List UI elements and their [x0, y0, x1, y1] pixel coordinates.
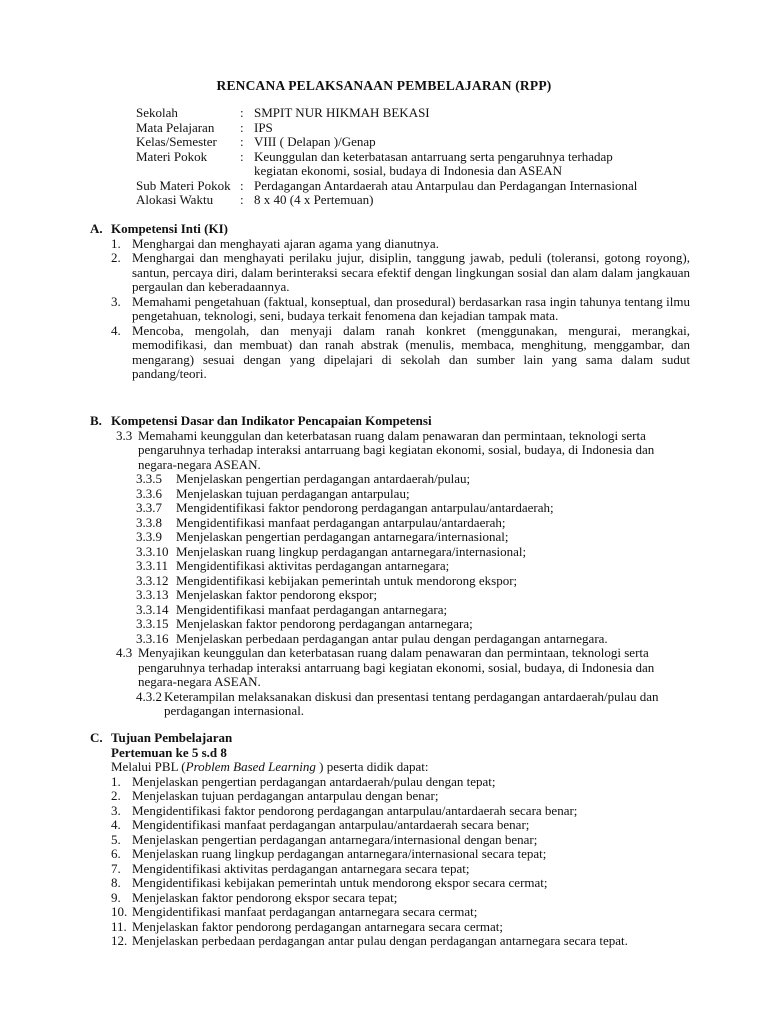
info-row-alokasi-waktu [136, 193, 696, 208]
kd-code: 4.3 [116, 645, 133, 660]
kd-3-3 [116, 429, 690, 473]
item-text: Menjelaskan faktor pendorong perdagangan antarnegara secara cermat; [132, 918, 504, 934]
item-number: 5. [111, 831, 121, 847]
info-value: Perdagangan Antardaerah atau Antarpulau dan Perdagangan Internasional [254, 177, 638, 193]
indicator-text: Menjelaskan ruang lingkup perdagangan antarnegara/internasional; [176, 543, 527, 559]
info-row-kelas-semester [136, 135, 696, 150]
indicator-code: 3.3.8 [136, 514, 162, 530]
info-label: Sekolah [136, 105, 178, 120]
info-colon: : [240, 119, 244, 135]
item-text: Menghargai dan menghayati ajaran agama yang dianutnya. [132, 235, 439, 251]
info-colon: : [240, 134, 244, 149]
item-text: Mengidentifikasi manfaat perdagangan antarpulau/antardaerah secara benar; [132, 817, 530, 832]
info-value: 8 x 40 (4 x Pertemuan) [254, 192, 374, 207]
section-title: Kompetensi Dasar dan Indikator Pencapaian Kompetensi [111, 413, 432, 428]
kd-code: 3.3 [116, 427, 133, 443]
item-number: 7. [111, 860, 121, 876]
list-item [111, 804, 690, 819]
indicator-4-3-2 [136, 690, 690, 719]
item-number: 6. [111, 846, 121, 861]
item-number: 3. [111, 293, 121, 309]
info-value: IPS [254, 119, 273, 135]
indicator-text: Menjelaskan tujuan perdagangan antarpulau; [176, 485, 410, 501]
item-text: Menjelaskan pengertian perdagangan antarnegara/internasional dengan benar; [132, 831, 538, 847]
indicator-text: Mengidentifikasi aktivitas perdagangan antarnegara; [176, 558, 450, 573]
info-value: SMPIT NUR HIKMAH BEKASI [254, 105, 430, 120]
item-number: 2. [111, 788, 121, 803]
intro-post: ) peserta didik dapat: [315, 759, 429, 774]
indicator-code: 3.3.15 [136, 616, 169, 631]
list-item [111, 905, 690, 920]
indicator-row [136, 487, 690, 502]
item-number: 3. [111, 802, 121, 818]
item-number: 2. [111, 250, 121, 265]
indicator-code: 3.3.13 [136, 587, 169, 602]
info-label: Kelas/Semester [136, 134, 217, 149]
list-item [111, 775, 690, 790]
section-title: Tujuan Pembelajaran [111, 730, 233, 745]
indicator-row [136, 603, 690, 618]
indicator-row [136, 588, 690, 603]
item-text: Menjelaskan tujuan perdagangan antarpulau dengan benar; [132, 788, 439, 803]
ki-list [111, 237, 690, 382]
info-colon: : [240, 192, 244, 207]
kd-text: Memahami keunggulan dan keterbatasan ruang dalam penawaran dan permintaan, teknologi serta pengaruhnya terhadap interaksi antarruang bagi kegiatan ekonomi, sosial, budaya, di Indonesia dan negara-negara ASEAN. [138, 427, 655, 472]
list-item [111, 251, 690, 295]
intro-italic: Problem Based Learning [185, 759, 316, 774]
section-letter: C. [90, 730, 103, 745]
kd-text: Menyajikan keunggulan dan keterbatasan ruang dalam penawaran dan permintaan, teknologi serta pengaruhnya terhadap interaksi antarruang bagi kegiatan ekonomi, sosial, budaya, di Indonesia dan negara-negara ASEAN. [138, 645, 655, 689]
section-letter: B. [90, 413, 102, 428]
document-title: RENCANA PELAKSANAAN PEMBELAJARAN (RPP) [216, 78, 552, 93]
info-label: Sub Materi Pokok [136, 177, 231, 193]
list-item [111, 920, 690, 935]
info-colon: : [240, 177, 244, 193]
info-value: Keunggulan dan keterbatasan antarruang serta pengaruhnya terhadap kegiatan ekonomi, sosial, budaya di Indonesia dan ASEAN [254, 148, 613, 178]
item-text: Mencoba, mengolah, dan menyaji dalam ranah konkret (menggunakan, mengurai, merangkai, memodifikasi, dan membuat) dan ranah abstrak (menulis, membaca, menghitung, menggambar, dan mengarang) sesuai dengan yang dipelajari di sekolah dan sumber lain yang sama dalam sudut pandang/teori. [132, 322, 690, 381]
kd-block [116, 429, 690, 719]
indicator-row [136, 501, 690, 516]
list-item [111, 862, 690, 877]
list-item [111, 891, 690, 906]
item-text: Mengidentifikasi kebijakan pemerintah untuk mendorong ekspor secara cermat; [132, 875, 548, 890]
item-text: Menghargai dan menghayati perilaku jujur, disiplin, tanggung jawab, peduli (toleransi, gotong royong), santun, percaya diri, dalam berinteraksi secara efektif dengan lingkungan sosial dan alam dalam jangkauan pergaulan dan keberadaannya. [132, 250, 690, 294]
indicator-code: 3.3.16 [136, 630, 169, 646]
list-item [111, 847, 690, 862]
info-row-mata-pelajaran [136, 121, 696, 136]
section-tujuan-pembelajaran [90, 731, 690, 949]
item-number: 8. [111, 875, 121, 890]
indicator-code: 3.3.9 [136, 529, 162, 544]
item-text: Mengidentifikasi aktivitas perdagangan antarnegara secara tepat; [132, 860, 470, 876]
item-number: 12. [111, 933, 128, 948]
list-item [111, 324, 690, 382]
info-label: Materi Pokok [136, 148, 208, 164]
item-text: Menjelaskan faktor pendorong ekspor secara tepat; [132, 889, 398, 905]
item-number: 1. [111, 773, 121, 789]
item-number: 10. [111, 904, 128, 919]
indicator-row [136, 472, 690, 487]
info-label: Alokasi Waktu [136, 192, 214, 207]
indicator-row [136, 632, 690, 647]
indicator-code: 3.3.14 [136, 601, 169, 617]
section-heading [90, 222, 690, 237]
list-item [111, 295, 690, 324]
item-number: 4. [111, 322, 121, 338]
indicator-text: Menjelaskan faktor pendorong ekspor; [176, 587, 378, 602]
indicator-code: 3.3.7 [136, 500, 162, 515]
list-item [111, 833, 690, 848]
list-item [111, 237, 690, 252]
info-row-sekolah [136, 106, 696, 121]
item-text: Mengidentifikasi manfaat perdagangan antarnegara secara cermat; [132, 904, 478, 919]
info-row-sub-materi-pokok [136, 179, 696, 194]
section-heading [90, 731, 690, 746]
indicator-text: Mengidentifikasi kebijakan pemerintah untuk mendorong ekspor; [176, 572, 518, 588]
indicator-text: Menjelaskan faktor pendorong perdagangan antarnegara; [176, 616, 473, 631]
info-row-materi-pokok [136, 150, 696, 179]
indicator-code: 4.3.2 [136, 688, 162, 704]
section-heading [90, 414, 690, 429]
indicator-code: 3.3.12 [136, 572, 169, 588]
item-number: 9. [111, 889, 121, 905]
info-table [136, 106, 696, 208]
info-colon: : [240, 148, 244, 164]
indicator-row [136, 617, 690, 632]
indicator-text: Mengidentifikasi manfaat perdagangan antarpulau/antardaerah; [176, 514, 506, 530]
list-item [111, 818, 690, 833]
indicator-code: 3.3.6 [136, 485, 162, 501]
indicator-text: Menjelaskan perbedaan perdagangan antar pulau dengan perdagangan antarnegara. [176, 630, 608, 646]
indicator-row [136, 574, 690, 589]
info-label: Mata Pelajaran [136, 119, 215, 135]
section-title: Kompetensi Inti (KI) [111, 221, 228, 236]
indicator-code: 3.3.5 [136, 471, 162, 486]
item-text: Memahami pengetahuan (faktual, konseptual, dan prosedural) berdasarkan rasa ingin tahunya tentang ilmu pengetahuan, teknologi, seni, budaya terkait fenomena dan kejadian tampak mata. [132, 293, 690, 323]
indicator-row [136, 516, 690, 531]
indicator-code: 3.3.10 [136, 543, 169, 559]
meeting-subheading: Pertemuan ke 5 s.d 8 [111, 744, 227, 760]
info-value: VIII ( Delapan )/Genap [254, 134, 376, 149]
objective-list [111, 775, 690, 949]
item-number: 4. [111, 817, 121, 832]
indicator-row [136, 545, 690, 560]
list-item [111, 789, 690, 804]
item-text: Menjelaskan ruang lingkup perdagangan antarnegara/internasional secara tepat; [132, 846, 547, 861]
item-number: 1. [111, 235, 121, 251]
indicator-code: 3.3.11 [136, 558, 169, 573]
list-item [111, 876, 690, 891]
item-text: Menjelaskan perbedaan perdagangan antar pulau dengan perdagangan antarnegara secara tepat. [132, 933, 628, 948]
section-kompetensi-dasar [90, 414, 690, 719]
item-number: 11. [111, 918, 127, 934]
intro-pre: Melalui PBL ( [111, 759, 186, 774]
info-colon: : [240, 105, 244, 120]
indicator-text: Menjelaskan pengertian perdagangan antarnegara/internasional; [176, 529, 509, 544]
list-item [111, 934, 690, 949]
section-kompetensi-inti [90, 222, 690, 382]
indicator-row [136, 530, 690, 545]
kd-4-3 [116, 646, 690, 690]
learning-intro [111, 760, 690, 775]
item-text: Mengidentifikasi faktor pendorong perdagangan antarpulau/antardaerah secara benar; [132, 802, 578, 818]
section-letter: A. [90, 221, 103, 236]
item-text: Menjelaskan pengertian perdagangan antardaerah/pulau dengan tepat; [132, 773, 496, 789]
indicator-text: Mengidentifikasi manfaat perdagangan antarnegara; [176, 601, 448, 617]
indicator-text: Mengidentifikasi faktor pendorong perdagangan antarpulau/antardaerah; [176, 500, 554, 515]
indicator-text: Keterampilan melaksanakan diskusi dan presentasi tentang perdagangan antardaerah/pulau dan perdagangan internasional. [164, 688, 659, 718]
indicator-text: Menjelaskan pengertian perdagangan antardaerah/pulau; [176, 471, 471, 486]
indicator-list [136, 472, 690, 646]
indicator-row [136, 559, 690, 574]
